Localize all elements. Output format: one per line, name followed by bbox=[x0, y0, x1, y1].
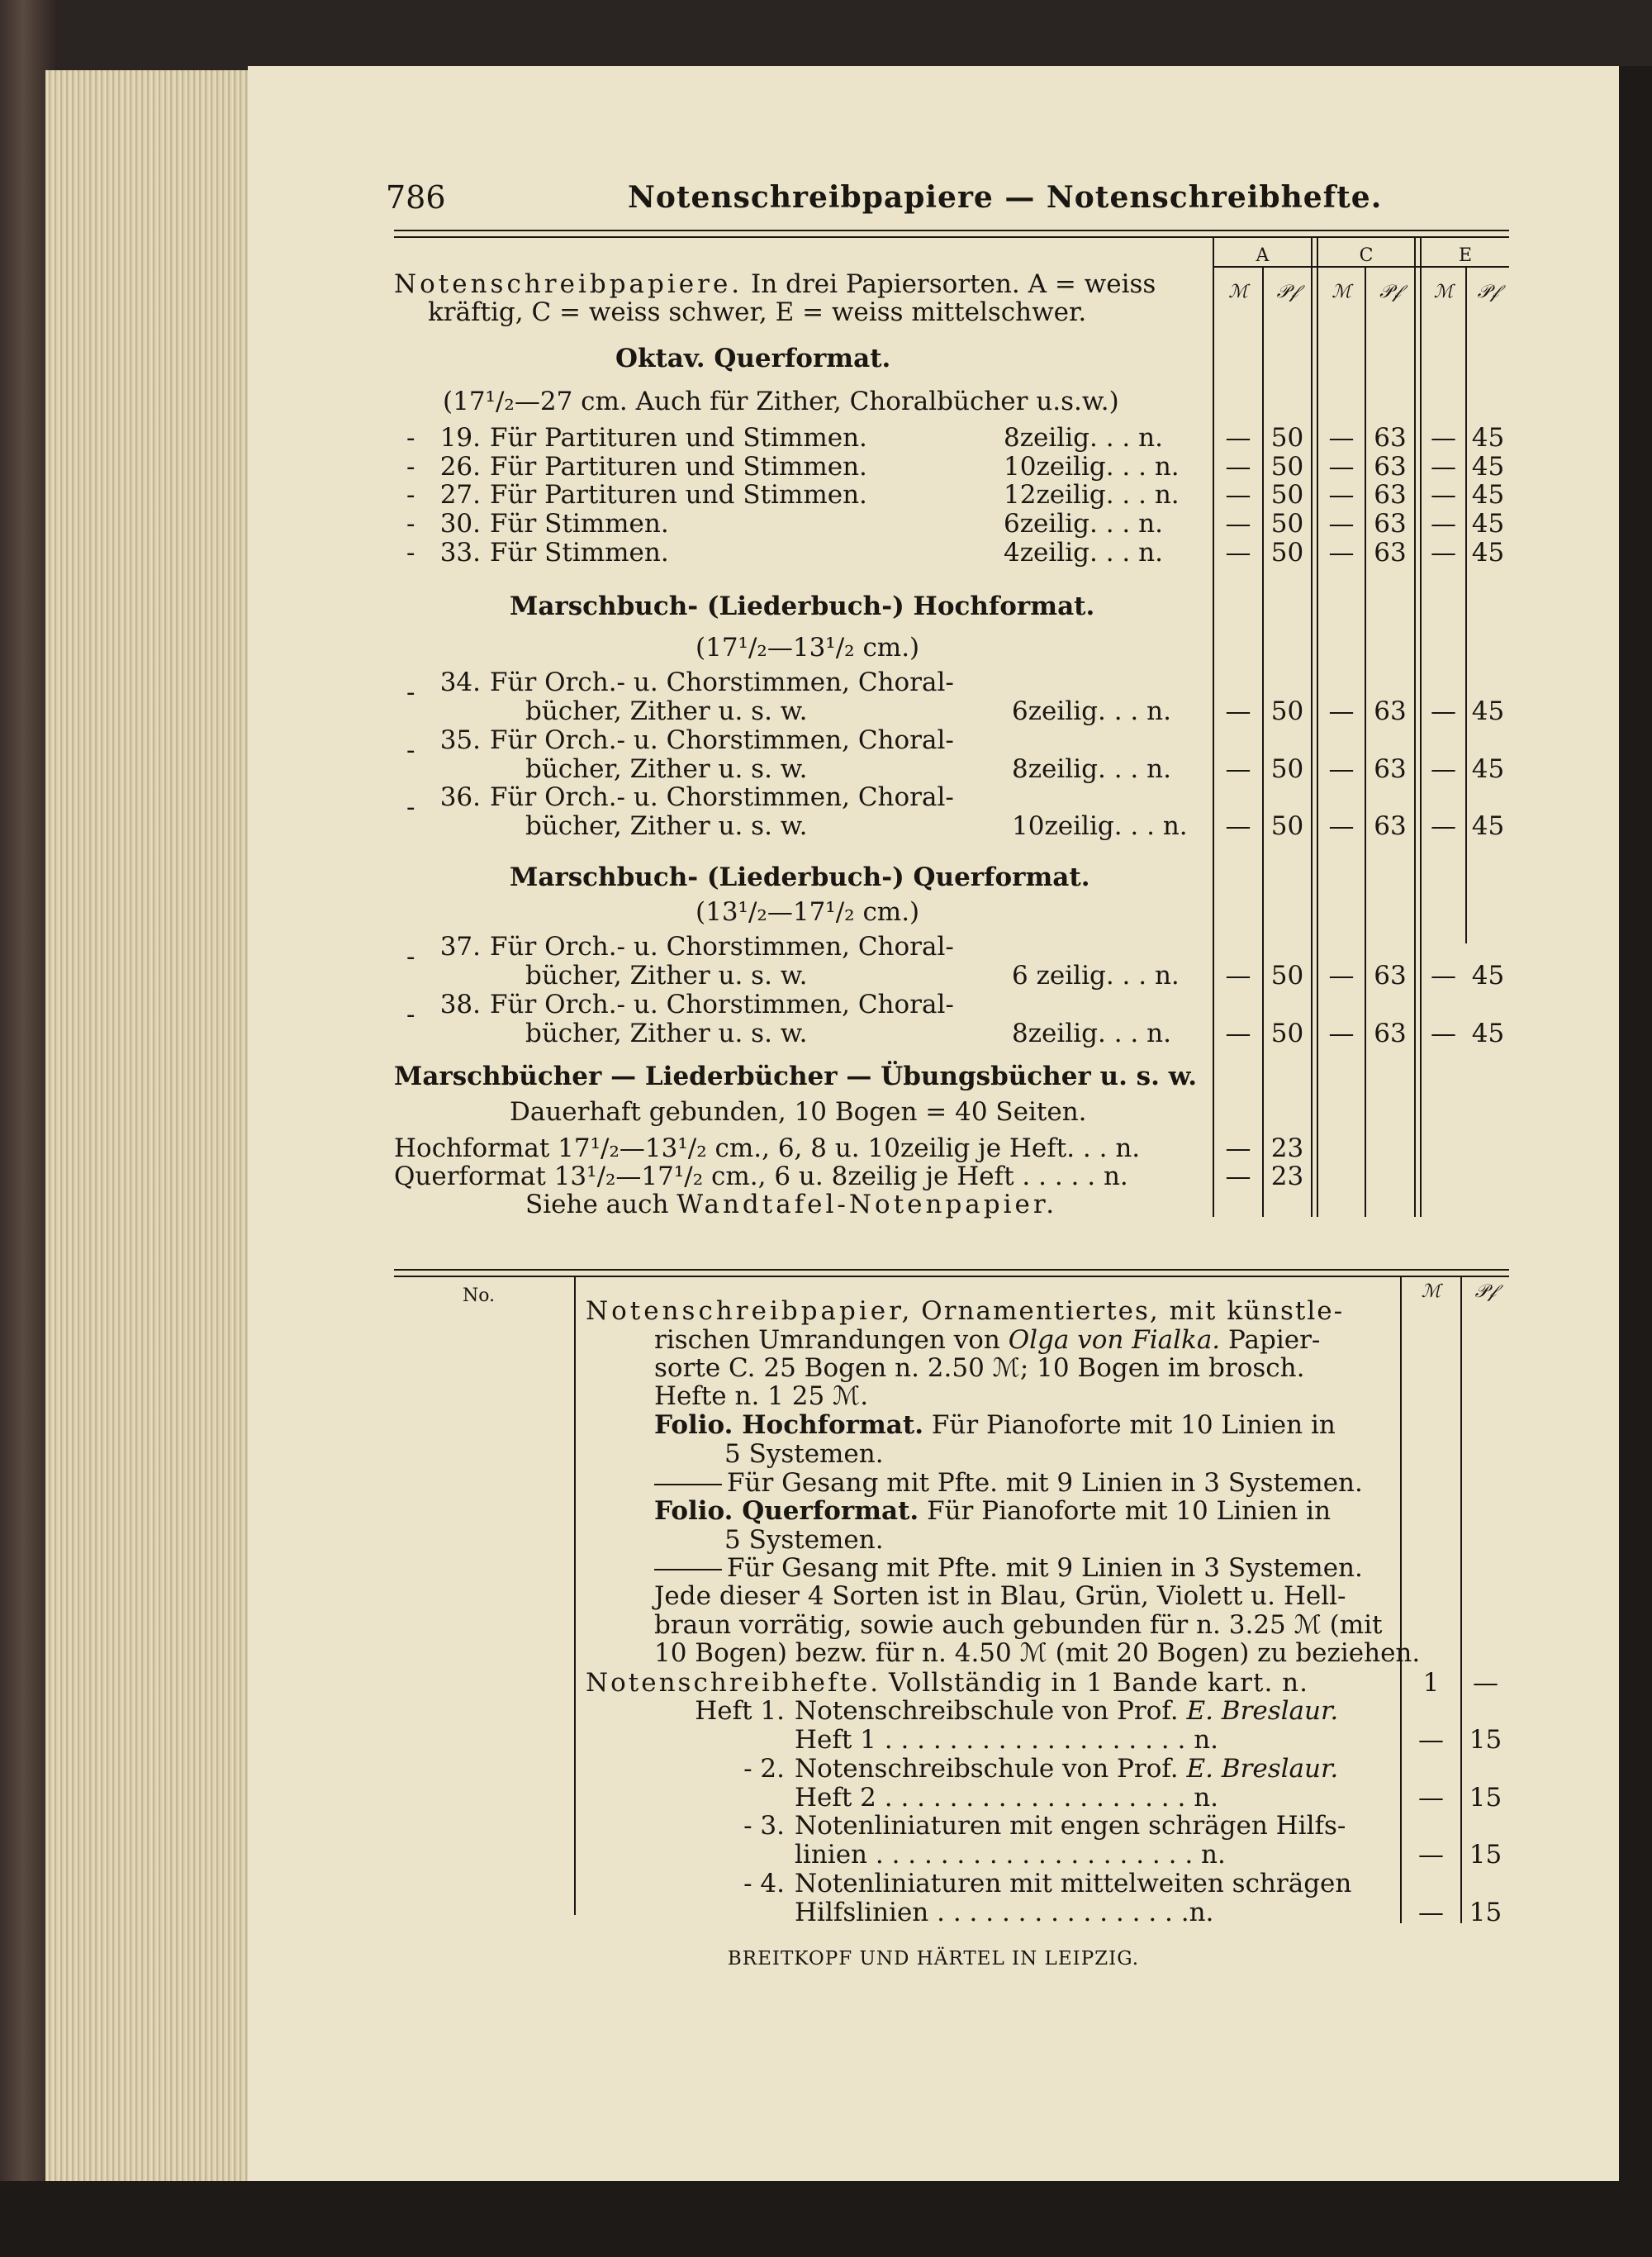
section3-row-0-dash: - bbox=[406, 942, 415, 972]
heft-3-title-text: Notenliniaturen mit mittelweiten schrägen bbox=[795, 1869, 1352, 1898]
col-line-ce-1 bbox=[1414, 236, 1416, 1217]
folio1-dash bbox=[654, 1484, 722, 1485]
section2-row-2-lines: 10zeilig. . . n. bbox=[1012, 811, 1188, 841]
section3-row-1-dash: - bbox=[406, 1000, 415, 1029]
mark-header: ℳ bbox=[1421, 1281, 1441, 1302]
section2-note: (17¹/₂—13¹/₂ cm.) bbox=[695, 633, 920, 663]
section2-row-2-a-pf: 50 bbox=[1270, 811, 1304, 841]
section3-row-1-lines: 8zeilig. . . n. bbox=[1012, 1019, 1171, 1048]
s1-row-0-e-pf: 45 bbox=[1471, 423, 1505, 453]
folio2-line bbox=[654, 1497, 1331, 1525]
jede-line-2: braun vorrätig, sowie auch gebunden für n. 3.25 ℳ (mit bbox=[654, 1610, 1383, 1640]
section2-row-1-no: 35. bbox=[439, 725, 481, 755]
section3-row-1-c-pf: 63 bbox=[1374, 1019, 1407, 1048]
top-rule-1 bbox=[394, 230, 1509, 231]
section3-title: Marschbuch- (Liederbuch-) Querformat. bbox=[510, 862, 1090, 892]
bottom-rule-1 bbox=[394, 1269, 1509, 1271]
page-edges bbox=[45, 70, 252, 2185]
heft-3-mark: — bbox=[1418, 1898, 1444, 1927]
section3-row-1-no: 38. bbox=[439, 990, 481, 1019]
s1-row-1-dash: - bbox=[406, 452, 415, 482]
s1-row-4-lines: 4zeilig. . . n. bbox=[1004, 538, 1163, 568]
s1-row-2-a-mark: — bbox=[1225, 480, 1251, 510]
section3-row-0-lines: 6 zeilig. . . n. bbox=[1012, 961, 1180, 991]
folio1-line bbox=[654, 1411, 1336, 1439]
heft-0-pf: 15 bbox=[1469, 1725, 1502, 1755]
heft-2-prefix: - 3. bbox=[743, 1811, 785, 1841]
heft-0-mark: — bbox=[1418, 1725, 1444, 1755]
heft-1-title-text: Notenschreibschule von Prof. bbox=[795, 1754, 1179, 1784]
col-line-e-mid bbox=[1465, 266, 1467, 943]
section3-row-0-a-pf: 50 bbox=[1270, 961, 1304, 991]
s1-row-3-e-pf: 45 bbox=[1471, 509, 1505, 539]
top-rule-2 bbox=[394, 236, 1509, 238]
col-group-a: A bbox=[1256, 245, 1270, 266]
heft-3-line2: Hilfslinien . . . . . . . . . . . . . . . .n. bbox=[795, 1898, 1214, 1927]
entry1-line2 bbox=[654, 1326, 1320, 1354]
s1-row-3-a-mark: — bbox=[1225, 509, 1251, 539]
heft-0-line2: Heft 1 . . . . . . . . . . . . . . . . . . . n. bbox=[795, 1725, 1219, 1755]
heft-1-prefix: - 2. bbox=[743, 1754, 785, 1784]
section2-row-0-e-pf: 45 bbox=[1471, 696, 1505, 726]
folio2-dash bbox=[654, 1569, 722, 1570]
section4-row1: Hochformat 17¹/₂—13¹/₂ cm., 6, 8 u. 10zeilig je Heft. . . n. bbox=[394, 1133, 1141, 1163]
section2-row-2-text2: bücher, Zither u. s. w. bbox=[525, 811, 808, 841]
section1-note: (17¹/₂—27 cm. Auch für Zither, Choralbücher u.s.w.) bbox=[443, 387, 1119, 416]
heft-0-title-text: Notenschreibschule von Prof. bbox=[795, 1696, 1179, 1726]
section2-row-2-c-pf: 63 bbox=[1374, 811, 1407, 841]
s1-row-0-dash: - bbox=[406, 423, 415, 453]
s1-row-1-c-pf: 63 bbox=[1374, 452, 1407, 482]
section3-row-0-text2: bücher, Zither u. s. w. bbox=[525, 961, 808, 991]
s1-row-2-no: 27. bbox=[439, 480, 481, 510]
section4-sub: Dauerhaft gebunden, 10 Bogen = 40 Seiten. bbox=[510, 1097, 1087, 1127]
col-line-a-mid bbox=[1262, 266, 1264, 1217]
heft-3-title bbox=[795, 1870, 1351, 1898]
s1-row-1-c-mark: — bbox=[1328, 452, 1355, 482]
section2-row-1-text1: Für Orch.- u. Chorstimmen, Choral- bbox=[490, 725, 954, 755]
s1-row-0-a-pf: 50 bbox=[1270, 423, 1304, 453]
col-line-ac-1 bbox=[1311, 236, 1313, 1217]
folio2-rest: Für Pianoforte mit 10 Linien in bbox=[927, 1496, 1332, 1526]
s1-row-3-text: Für Stimmen. bbox=[490, 509, 669, 539]
entry2-pf: — bbox=[1473, 1668, 1498, 1698]
s1-row-4-e-mark: — bbox=[1431, 538, 1456, 568]
section2-row-0-a-pf: 50 bbox=[1270, 696, 1304, 726]
s1-row-3-a-pf: 50 bbox=[1270, 509, 1304, 539]
s1-row-1-e-mark: — bbox=[1431, 452, 1456, 482]
section4-row1-a: 23 bbox=[1270, 1133, 1304, 1163]
s1-row-2-e-mark: — bbox=[1431, 480, 1456, 510]
pf-header: 𝒫𝒻 bbox=[1474, 1281, 1497, 1302]
section2-row-2-text1: Für Orch.- u. Chorstimmen, Choral- bbox=[490, 782, 954, 812]
section4-row2: Querformat 13¹/₂—17¹/₂ cm., 6 u. 8zeilig je Heft . . . . . n. bbox=[394, 1162, 1128, 1191]
s1-row-0-no: 19. bbox=[439, 423, 481, 453]
s1-row-2-e-pf: 45 bbox=[1471, 480, 1505, 510]
heft-3-prefix: - 4. bbox=[743, 1869, 785, 1898]
section3-row-0-c-mark: — bbox=[1328, 961, 1355, 991]
section3-row-1-a-pf: 50 bbox=[1270, 1019, 1304, 1048]
entry2-line bbox=[586, 1669, 1308, 1697]
section2-row-2-c-mark: — bbox=[1328, 811, 1355, 841]
section4-row2-a: 23 bbox=[1270, 1162, 1304, 1191]
heft-2-pf: 15 bbox=[1469, 1840, 1502, 1870]
s1-row-2-dash: - bbox=[406, 480, 415, 510]
section2-row-2-dash: - bbox=[406, 792, 415, 822]
s1-row-4-e-pf: 45 bbox=[1471, 538, 1505, 568]
col-group-c: C bbox=[1359, 245, 1374, 266]
s1-row-2-c-pf: 63 bbox=[1374, 480, 1407, 510]
intro-line-2: kräftig, C = weiss schwer, E = weiss mittelschwer. bbox=[428, 297, 1087, 327]
section2-row-0-e-mark: — bbox=[1431, 696, 1456, 726]
s1-row-3-lines: 6zeilig. . . n. bbox=[1004, 509, 1163, 539]
heft-2-title-text: Notenliniaturen mit engen schrägen Hilfs- bbox=[795, 1811, 1346, 1841]
s1-row-2-a-pf: 50 bbox=[1270, 480, 1304, 510]
entry1-lead: Notenschreibpapier, bbox=[586, 1296, 914, 1326]
s1-row-3-e-mark: — bbox=[1431, 509, 1456, 539]
section2-row-2-e-pf: 45 bbox=[1471, 811, 1505, 841]
entry1-line3: sorte C. 25 Bogen n. 2.50 ℳ; 10 Bogen im brosch. bbox=[654, 1353, 1305, 1383]
section3-row-1-e-mark: — bbox=[1431, 1019, 1456, 1048]
col-e-pf: 𝒫𝒻 bbox=[1477, 282, 1499, 302]
entry1-rest: Ornamentiertes, mit künstle- bbox=[921, 1296, 1345, 1326]
heft-2-mark: — bbox=[1418, 1840, 1444, 1870]
entry2-lead: Notenschreibhefte. bbox=[586, 1668, 881, 1698]
heft-2-title bbox=[795, 1812, 1346, 1840]
s1-row-0-c-pf: 63 bbox=[1374, 423, 1407, 453]
s1-row-4-no: 33. bbox=[439, 538, 481, 568]
jede-line-1: Jede dieser 4 Sorten ist in Blau, Grün, Violett u. Hell- bbox=[654, 1581, 1346, 1611]
col-group-e: E bbox=[1458, 245, 1473, 266]
section2-row-1-text2: bücher, Zither u. s. w. bbox=[525, 754, 808, 784]
s1-row-1-text: Für Partituren und Stimmen. bbox=[490, 452, 867, 482]
s1-row-1-no: 26. bbox=[439, 452, 481, 482]
s1-row-2-c-mark: — bbox=[1328, 480, 1355, 510]
intro-lead: Notenschreibpapiere. bbox=[394, 269, 743, 299]
page-number: 786 bbox=[386, 179, 446, 216]
heft-1-line2: Heft 2 . . . . . . . . . . . . . . . . . . . n. bbox=[795, 1783, 1219, 1813]
section2-row-2-a-mark: — bbox=[1225, 811, 1251, 841]
section1-title: Oktav. Querformat. bbox=[615, 344, 891, 373]
section3-row-1-text1: Für Orch.- u. Chorstimmen, Choral- bbox=[490, 990, 954, 1019]
folio1-rest: Für Pianoforte mit 10 Linien in bbox=[931, 1410, 1336, 1440]
s1-row-0-a-mark: — bbox=[1225, 423, 1251, 453]
section2-row-0-a-mark: — bbox=[1225, 696, 1251, 726]
s1-row-4-text: Für Stimmen. bbox=[490, 538, 669, 568]
folio1-b: Für Gesang mit Pfte. mit 9 Linien in 3 Systemen. bbox=[727, 1468, 1363, 1498]
section3-row-1-c-mark: — bbox=[1328, 1019, 1355, 1048]
folio2-title: Folio. Querformat. bbox=[654, 1496, 919, 1526]
section3-row-0-no: 37. bbox=[439, 932, 481, 962]
section2-row-0-dash: - bbox=[406, 677, 415, 707]
heft-2-line2: linien . . . . . . . . . . . . . . . . . . . . n. bbox=[795, 1840, 1226, 1870]
heft-0-prefix: Heft 1. bbox=[695, 1696, 785, 1726]
folio2-cont: 5 Systemen. bbox=[724, 1525, 884, 1555]
bottom-col-mark bbox=[1400, 1277, 1402, 1923]
jede-line-3: 10 Bogen) bezw. für n. 4.50 ℳ (mit 20 Bogen) zu beziehen. bbox=[654, 1638, 1421, 1668]
s1-row-2-lines: 12zeilig. . . n. bbox=[1004, 480, 1180, 510]
s1-row-3-c-pf: 63 bbox=[1374, 509, 1407, 539]
entry1-line4: Hefte n. 1 25 ℳ. bbox=[654, 1381, 869, 1411]
page-title: Notenschreibpapiere — Notenschreibhefte. bbox=[628, 180, 1383, 215]
section4-row3-ref: Wandtafel-Notenpapier. bbox=[676, 1190, 1058, 1219]
section4-row3-lead: Siehe auch bbox=[525, 1190, 669, 1219]
folio2-b: Für Gesang mit Pfte. mit 9 Linien in 3 Systemen. bbox=[727, 1553, 1363, 1583]
section3-row-1-text2: bücher, Zither u. s. w. bbox=[525, 1019, 808, 1048]
folio1-cont: 5 Systemen. bbox=[724, 1439, 884, 1469]
bottom-border bbox=[0, 2181, 1652, 2257]
bottom-rule-2 bbox=[394, 1276, 1509, 1277]
s1-row-3-dash: - bbox=[406, 509, 415, 539]
section2-row-1-c-pf: 63 bbox=[1374, 754, 1407, 784]
s1-row-4-a-pf: 50 bbox=[1270, 538, 1304, 568]
s1-row-1-a-mark: — bbox=[1225, 452, 1251, 482]
section2-row-1-c-mark: — bbox=[1328, 754, 1355, 784]
heft-1-author: E. Breslaur. bbox=[1186, 1754, 1339, 1784]
section2-row-1-e-pf: 45 bbox=[1471, 754, 1505, 784]
s1-row-0-c-mark: — bbox=[1328, 423, 1355, 453]
section4-row2-mark: — bbox=[1225, 1162, 1251, 1191]
s1-row-3-no: 30. bbox=[439, 509, 481, 539]
heft-1-pf: 15 bbox=[1469, 1783, 1502, 1813]
s1-row-1-a-pf: 50 bbox=[1270, 452, 1304, 482]
section2-row-2-no: 36. bbox=[439, 782, 481, 812]
col-line-c-mid bbox=[1365, 266, 1366, 1217]
section3-note: (13¹/₂—17¹/₂ cm.) bbox=[695, 897, 920, 927]
s1-row-4-c-mark: — bbox=[1328, 538, 1355, 568]
intro-line-1 bbox=[394, 270, 1156, 298]
heft-0-author: E. Breslaur. bbox=[1186, 1696, 1339, 1726]
s1-row-0-e-mark: — bbox=[1431, 423, 1456, 453]
section2-row-1-e-mark: — bbox=[1431, 754, 1456, 784]
section4-row1-mark: — bbox=[1225, 1133, 1251, 1163]
s1-row-1-lines: 10zeilig. . . n. bbox=[1004, 452, 1180, 482]
entry1-line1 bbox=[586, 1297, 1344, 1325]
section3-row-1-a-mark: — bbox=[1225, 1019, 1251, 1048]
section4-title: Marschbücher — Liederbücher — Übungsbücher u. s. w. bbox=[394, 1062, 1198, 1091]
s1-row-3-c-mark: — bbox=[1328, 509, 1355, 539]
section2-row-0-c-pf: 63 bbox=[1374, 696, 1407, 726]
entry2-rest: Vollständig in 1 Bande kart. n. bbox=[889, 1668, 1308, 1698]
s1-row-4-dash: - bbox=[406, 538, 415, 568]
col-c-pf: 𝒫𝒻 bbox=[1379, 282, 1401, 302]
section3-row-1-e-pf: 45 bbox=[1471, 1019, 1505, 1048]
bottom-col-no bbox=[574, 1277, 576, 1915]
col-e-mark: ℳ bbox=[1433, 282, 1454, 302]
col-a-pf: 𝒫𝒻 bbox=[1276, 282, 1298, 302]
section2-row-1-a-mark: — bbox=[1225, 754, 1251, 784]
section2-row-0-no: 34. bbox=[439, 668, 481, 697]
s1-row-2-text: Für Partituren und Stimmen. bbox=[490, 480, 867, 510]
section3-row-0-a-mark: — bbox=[1225, 961, 1251, 991]
section3-row-0-c-pf: 63 bbox=[1374, 961, 1407, 991]
publisher-footer: BREITKOPF UND HÄRTEL IN LEIPZIG. bbox=[727, 1948, 1140, 1970]
col-a-mark: ℳ bbox=[1228, 282, 1248, 302]
s1-row-4-a-mark: — bbox=[1225, 538, 1251, 568]
section2-row-0-text2: bücher, Zither u. s. w. bbox=[525, 696, 808, 726]
bottom-col-pf bbox=[1460, 1277, 1462, 1923]
section2-row-0-lines: 6zeilig. . . n. bbox=[1012, 696, 1171, 726]
s1-row-1-e-pf: 45 bbox=[1471, 452, 1505, 482]
section2-title: Marschbuch- (Liederbuch-) Hochformat. bbox=[510, 592, 1095, 621]
col-line-left bbox=[1213, 236, 1214, 1217]
section3-row-0-e-mark: — bbox=[1431, 961, 1456, 991]
section2-row-1-lines: 8zeilig. . . n. bbox=[1012, 754, 1171, 784]
s1-row-4-c-pf: 63 bbox=[1374, 538, 1407, 568]
section2-row-2-e-mark: — bbox=[1431, 811, 1456, 841]
section2-row-1-a-pf: 50 bbox=[1270, 754, 1304, 784]
section2-row-0-text1: Für Orch.- u. Chorstimmen, Choral- bbox=[490, 668, 954, 697]
entry1-line2-b: Papier- bbox=[1228, 1325, 1321, 1355]
folio1-title: Folio. Hochformat. bbox=[654, 1410, 923, 1440]
col-line-ce-2 bbox=[1420, 236, 1422, 1217]
section3-row-0-e-pf: 45 bbox=[1471, 961, 1505, 991]
section2-row-1-dash: - bbox=[406, 735, 415, 765]
right-border bbox=[1619, 66, 1652, 2189]
col-c-mark: ℳ bbox=[1332, 282, 1351, 302]
col-line-ac-2 bbox=[1317, 236, 1318, 1217]
section3-row-0-text1: Für Orch.- u. Chorstimmen, Choral- bbox=[490, 932, 954, 962]
entry2-mark: 1 bbox=[1422, 1668, 1440, 1698]
s1-row-0-lines: 8zeilig. . . n. bbox=[1004, 423, 1163, 453]
heft-3-pf: 15 bbox=[1469, 1898, 1502, 1927]
section4-row3 bbox=[525, 1190, 1057, 1219]
entry1-line2-name: Olga von Fialka. bbox=[1008, 1325, 1221, 1355]
heft-0-title bbox=[795, 1697, 1338, 1725]
no-header: No. bbox=[463, 1285, 496, 1306]
entry1-line2-a: rischen Umrandungen von bbox=[654, 1325, 1000, 1355]
heft-1-mark: — bbox=[1418, 1783, 1444, 1813]
intro-rest: In drei Papiersorten. A = weiss bbox=[751, 269, 1156, 299]
s1-row-0-text: Für Partituren und Stimmen. bbox=[490, 423, 867, 453]
section2-row-0-c-mark: — bbox=[1328, 696, 1355, 726]
heft-1-title bbox=[795, 1755, 1338, 1783]
